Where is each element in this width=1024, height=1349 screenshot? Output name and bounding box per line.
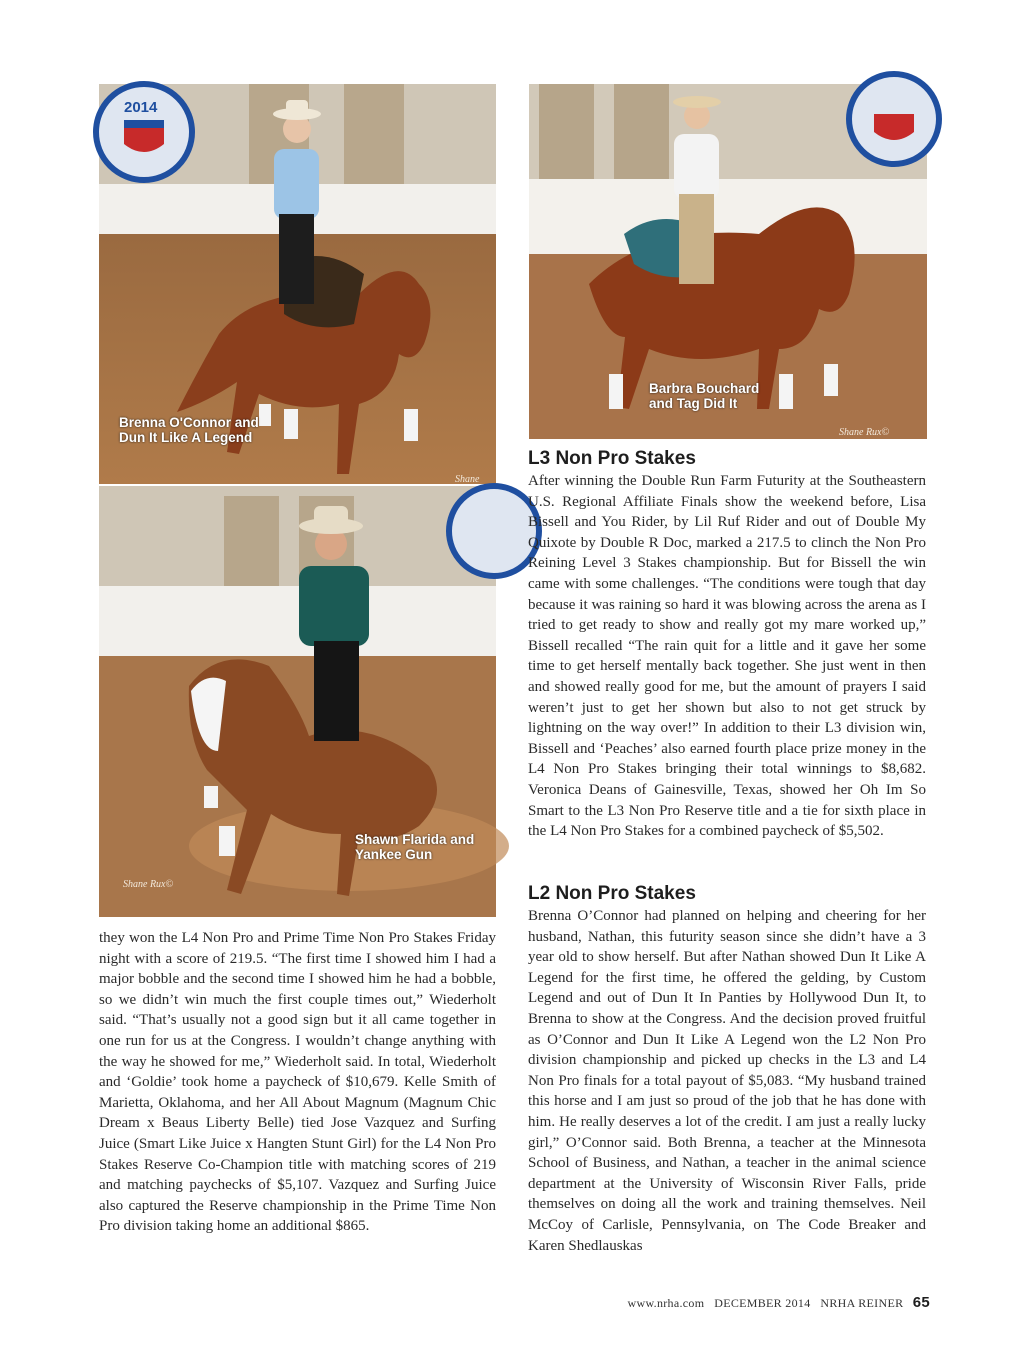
photo-credit: Shane Rux© [123, 879, 174, 890]
section-heading-l2-non-pro-stakes: L2 Non Pro Stakes [528, 883, 696, 904]
section-paragraph: Brenna O’Connor had planned on helping and cheering for her husband, Nathan, this futurity season since she didn’t have a 3 year old to show herself. But after Nathan showed Dun It Like A Legend for the first time, he offered the gelding, by Custom Legend and out of Dun It In Panties by Hollywood Dun It, to Brenna to show at the Congress. And the decision proved fruitful as O’Connor and Dun It Like A Legend won the L2 Non Pro division championship and picked up checks in the L3 and L4 Non Pro finals for a total payout of $5,083. “My husband trained this horse and I am just so proud of the job that he has done with him. He really deserves a lot of the credit. I am just a really lucky girl,” O’Connor said. Both Brenna, a teacher at the Minnesota School of Business, and Nathan, a teacher in the animal science department at the University of Wisconsin River Falls, pride themselves on doing all the work and training themselves. Neil McCoy of Carlisle, Pennsylvania, on The Code Breaker and Karen Shedlauskas [528, 908, 926, 1254]
footer-url: www.nrha.com [627, 1296, 705, 1310]
page-number: 65 [912, 1294, 930, 1311]
footer-publication: NRHA REINER [820, 1296, 904, 1310]
photo-credit: Shane Rux© [839, 427, 890, 438]
page-footer [560, 1294, 930, 1311]
logo-year: 2014 [124, 99, 158, 116]
photo-barbra-bouchard [529, 84, 927, 439]
left-column-paragraph: they won the L4 Non Pro and Prime Time Non Pro Stakes Friday night with a score of 219.5. “The first time I showed him I had a major bobble and the second time I showed him he had a bobble, so we didn’t win much the first couple times out,” Wiederholt said. “That’s usually not a good sign but it all came together in one run for us at the Congress. I wouldn’t change anything with the way he showed for me,” Wiederholt said. In total, Wiederholt and ‘Goldie’ took home a paycheck of $10,679. Kelle Smith of Marietta, Oklahoma, and her All About Magnum (Magnum Chic Dream x Beaus Liberty Belle) tied Jose Vazquez and Surfing Juice (Smart Like Juice x Hangten Stunt Girl) for the L4 Non Pro Stakes Reserve Co-Champion title with matching scores of 219 and matching paychecks of $5,107. Vazquez and Surfing Juice also captured the Reserve championship in the Prime Time Non Pro division taking home an additional $865. [99, 930, 496, 1235]
section-heading-l3-non-pro-stakes: L3 Non Pro Stakes [528, 448, 696, 469]
photo-credit: Shane [455, 474, 480, 485]
photo-caption: Barbra Bouchard and Tag Did It [649, 381, 760, 411]
section-body-l2 [528, 906, 926, 1256]
footer-issue: DECEMBER 2014 [714, 1296, 811, 1310]
photo-caption: Shawn Flarida and Yankee Gun [355, 832, 475, 862]
section-paragraph: After winning the Double Run Farm Futurity at the Southeastern U.S. Regional Affiliate Finals show the weekend before, Lisa Bissell and You Rider, by Lil Ruf Rider and out of Double My Quixote by Double R Doc, marked a 217.5 to clinch the Non Pro Reining Level 3 Stakes championship. But for Bissell the win came with some challenges. “The conditions were tough that day because it was raining so hard it was blowing across the arena as I tried to get ready to show and really got my mare worked up,” Bissell recalled “The rain quit for a little and it gave her some time to get herself mentally back together. She just went in then and showed really good for me, but the amount of prayers I said weren’t just to get her shown but also to not get struck by lightning on the way over!” In addition to their L3 division win, Bissell and ‘Peaches’ also earned fourth place prize money in the L4 Non Pro Stakes bringing their total winnings to $8,682. Veronica Deans of Gainesville, Texas, showed her Oh Im So Smart to the L3 Non Pro Reserve title and a tie for sixth place in the L4 Non Pro Stakes for a combined paycheck of $5,502. [528, 473, 926, 840]
photo-brenna-oconnor [99, 84, 496, 484]
section-body-l3 [528, 471, 926, 842]
left-column-body [99, 928, 496, 1237]
congress-logo [99, 84, 199, 144]
photo-caption: Brenna O'Connor and Dun It Like A Legend [119, 415, 259, 445]
photo-shawn-flarida [99, 486, 496, 917]
